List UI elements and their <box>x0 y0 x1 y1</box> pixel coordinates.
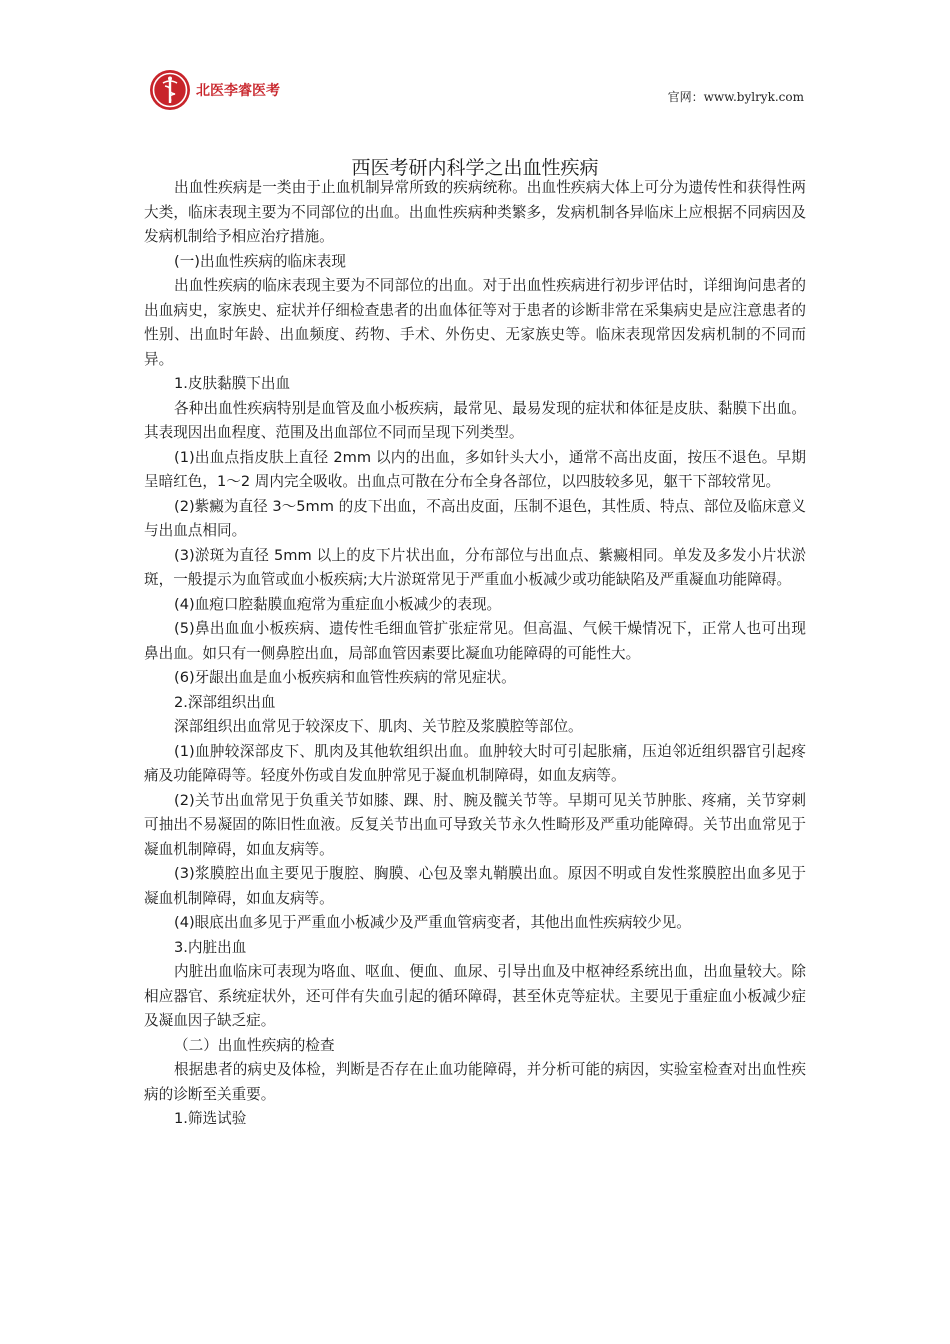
paragraph: (5)鼻出血血小板疾病、遗传性毛细血管扩张症常见。但高温、气候干燥情况下，正常人也可出现鼻出血。如只有一侧鼻腔出血，局部血管因素要比凝血功能障碍的可能性大。 <box>144 620 806 662</box>
paragraph: (2)关节出血常见于负重关节如膝、踝、肘、腕及髋关节等。早期可见关节肿胀、疼痛，关节穿刺可抽出不易凝固的陈旧性血液。反复关节出血可导致关节永久性畸形及严重功能障碍。关节出血常见于凝血机制障碍，如血友病等。 <box>144 791 806 858</box>
medical-emblem-icon <box>148 68 192 112</box>
paragraph: (2)紫癜为直径 3～5mm 的皮下出血，不高出皮面，压制不退色，其性质、特点、部位及临床意义与出血点相同。 <box>144 497 806 539</box>
document-title: 西医考研内科学之出血性疾病 <box>351 156 599 179</box>
page-header <box>0 0 950 130</box>
subsection-heading: 1.皮肤黏膜下出血 <box>174 375 291 392</box>
document-body <box>144 176 806 1132</box>
brand-logo[interactable] <box>148 64 280 116</box>
paragraph: 各种出血性疾病特别是血管及血小板疾病，最常见、最易发现的症状和体征是皮肤、黏膜下出血。其表现因出血程度、范围及出血部位不同而呈现下列类型。 <box>144 399 806 441</box>
paragraph: (3)浆膜腔出血主要见于腹腔、胸膜、心包及睾丸鞘膜出血。原因不明或自发性浆膜腔出血多见于凝血机制障碍，如血友病等。 <box>144 865 806 907</box>
paragraph: 内脏出血临床可表现为咯血、呕血、便血、血尿、引导出血及中枢神经系统出血，出血量较大。除相应器官、系统症状外，还可伴有失血引起的循环障碍，甚至休克等症状。主要见于重症血小板减少症及凝血因子缺乏症。 <box>144 963 806 1029</box>
subsection-heading: 3.内脏出血 <box>174 938 247 956</box>
paragraph: (3)淤斑为直径 5mm 以上的皮下片状出血，分布部位与出血点、紫癜相同。单发及多发小片状淤斑，一般提示为血管或血小板疾病;大片淤斑常见于严重血小板减少或功能缺陷及严重凝血功能障碍。 <box>144 546 806 588</box>
paragraph: 出血性疾病的临床表现主要为不同部位的出血。对于出血性疾病进行初步评估时，详细询问患者的出血病史，家族史、症状并仔细检查患者的出血体征等对于患者的诊断非常在采集病史是应注意患者的性别、出血时年龄、出血频度、药物、手术、外伤史、无家族史等。临床表现常因发病机制的不同而异。 <box>144 277 806 368</box>
section-heading: (一)出血性疾病的临床表现 <box>174 252 346 270</box>
paragraph: (4)血疱口腔黏膜血疱常为重症血小板减少的表现。 <box>174 595 502 613</box>
paragraph: (4)眼底出血多见于严重血小板减少及严重血管病变者，其他出血性疾病较少见。 <box>174 914 691 931</box>
section-heading: （二）出血性疾病的检查 <box>174 1036 335 1054</box>
paragraph: 根据患者的病史及体检，判断是否存在止血功能障碍，并分析可能的病因，实验室检查对出血性疾病的诊断至关重要。 <box>144 1061 806 1103</box>
logo-text: 北医李睿医考 <box>196 83 280 99</box>
official-site-url[interactable]: 官网：www.bylryk.com <box>667 90 804 104</box>
paragraph: (1)血肿较深部皮下、肌肉及其他软组织出血。血肿较大时可引起胀痛，压迫邻近组织器官引起疼痛及功能障碍等。轻度外伤或自发血肿常见于凝血机制障碍，如血友病等。 <box>144 742 806 784</box>
subsection-heading: 1.筛选试验 <box>174 1110 247 1127</box>
paragraph: (1)出血点指皮肤上直径 2mm 以内的出血，多如针头大小，通常不高出皮面，按压不退色。早期呈暗红色，1～2 周内完全吸收。出血点可散在分布全身各部位，以四肢较多见，躯干下部较常见。 <box>144 448 806 490</box>
paragraph: 出血性疾病是一类由于止血机制异常所致的疾病统称。出血性疾病大体上可分为遗传性和获得性两大类，临床表现主要为不同部位的出血。出血性疾病种类繁多，发病机制各异临床上应根据不同病因及发病机制给予相应治疗措施。 <box>144 179 806 245</box>
paragraph: (6)牙龈出血是血小板疾病和血管性疾病的常见症状。 <box>174 669 516 686</box>
subsection-heading: 2.深部组织出血 <box>174 693 276 711</box>
paragraph: 深部组织出血常见于较深皮下、肌肉、关节腔及浆膜腔等部位。 <box>174 718 583 735</box>
